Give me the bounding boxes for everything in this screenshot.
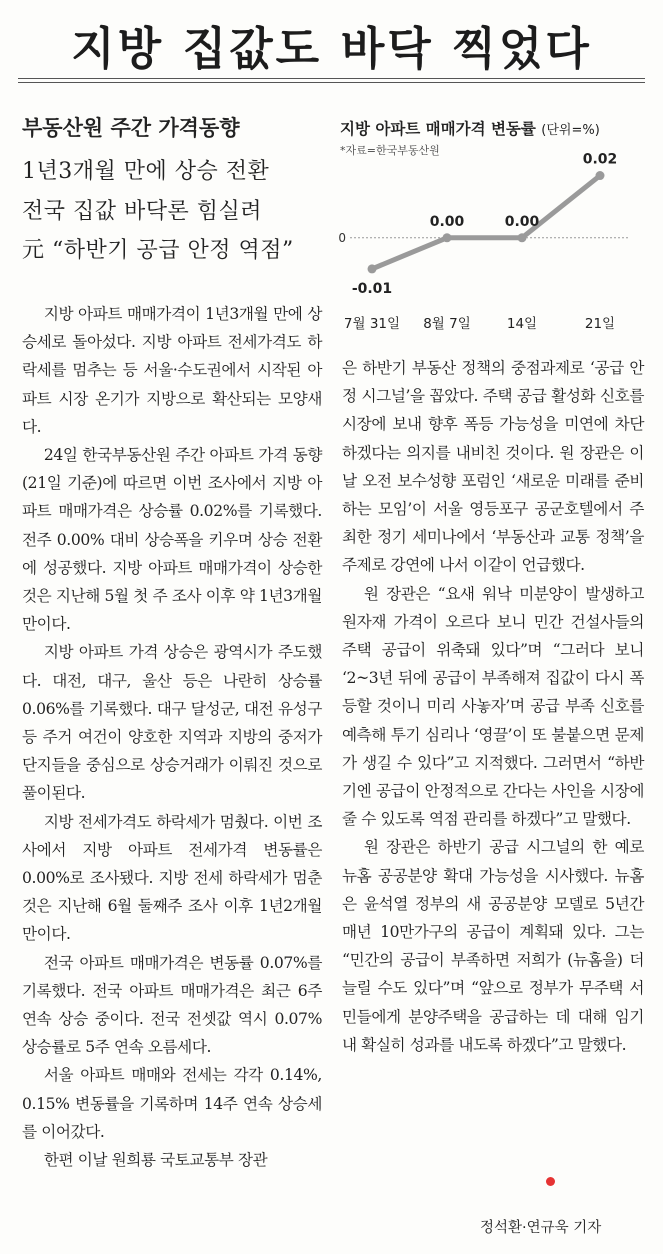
data-label: 0.02 bbox=[582, 151, 618, 168]
data-label: 0.00 bbox=[504, 213, 540, 230]
red-dot-mark bbox=[546, 1177, 555, 1186]
paragraph: 서울 아파트 매매와 전세는 각각 0.14%, 0.15% 변동률을 기록하며 14주 연속 상승세를 이어갔다. bbox=[22, 1066, 322, 1141]
chart-source: *자료=한국부동산원 bbox=[340, 144, 440, 157]
subhead-2: 전국 집값 바닥론 힘실려 bbox=[22, 199, 263, 224]
x-tick-label: 7월 31일 bbox=[343, 316, 401, 332]
paragraph: 전국 아파트 매매가격은 변동률 0.07%를 기록했다. 전국 아파트 매매가격은 최근 6주 연속 상승 중이다. 전국 전셋값 역시 0.07% 상승률로 5주 연속 오름세다. bbox=[22, 953, 322, 1057]
headline-rule-top bbox=[18, 78, 645, 79]
body-column-right bbox=[342, 354, 644, 1059]
data-label: -0.01 bbox=[351, 280, 393, 297]
data-point bbox=[596, 171, 605, 180]
subhead-3: 元 “하반기 공급 안정 역점” bbox=[22, 238, 294, 263]
data-point bbox=[368, 264, 377, 273]
x-tick-label: 14일 bbox=[506, 316, 538, 332]
data-point bbox=[443, 233, 452, 242]
byline: 정석환·연규욱 기자 bbox=[480, 1220, 602, 1236]
zero-tick-label: 0 bbox=[338, 230, 346, 245]
chart-title bbox=[340, 117, 600, 139]
chart-unit: (단위=%) bbox=[541, 123, 600, 138]
paragraph: 지방 아파트 매매가격이 1년3개월 만에 상승세로 돌아섰다. 지방 아파트 전세가격도 하락세를 멈추는 등 서울·수도권에서 시작된 아파트 시장 온기가 지방으로 확산되는 모양새다. bbox=[22, 305, 322, 436]
paragraph: 한편 이날 원희룡 국토교통부 장관 bbox=[43, 1151, 268, 1170]
chart-title-text: 지방 아파트 매매가격 변동률 bbox=[340, 120, 536, 138]
data-point bbox=[518, 233, 527, 242]
paragraph: 지방 아파트 가격 상승은 광역시가 주도했다. 대전, 대구, 울산 등은 나란히 상승률 0.06%를 기록했다. 대구 달성군, 대전 유성구 등 주거 여건이 양호한 지역과 지방의 중저가 단지들을 중심으로 상승거래가 이뤄진 것으로 풀이된다. bbox=[22, 643, 322, 803]
kicker: 부동산원 주간 가격동향 bbox=[22, 116, 240, 140]
paragraph: 24일 한국부동산원 주간 아파트 가격 동향(21일 기준)에 따르면 이번 조사에서 지방 아파트 매매가격은 상승률 0.02%를 기록했다. 전주 0.00% 대비 상승폭을 키우며 상승 전환에 성공했다. 지방 아파트 매매가격이 상승한 것은 지난해 5월 첫 주 조사 이후 약 1년3개월 만이다. bbox=[22, 446, 322, 634]
x-tick-label: 21일 bbox=[584, 316, 616, 332]
paragraph: 지방 전세가격도 하락세가 멈췄다. 이번 조사에서 지방 아파트 전세가격 변동률은 0.00%로 조사됐다. 지방 전세 하락세가 멈춘 것은 지난해 6월 둘째주 조사 이후 1년2개월 만이다. bbox=[22, 812, 322, 944]
paragraph: 원 장관은 “요새 워낙 미분양이 발생하고 원자재 가격이 오르다 보니 민간 건설사들의 주택 공급이 위축돼 있다”며 “그러다 보니 ‘2~3년 뒤에 공급이 부족해져 집값이 다시 폭등할 것이니 미리 사놓자’며 공급 부족 신호를 예측해 투기 심리나 ‘영끌’이 또 불붙으면 문제가 생길 수 있다”고 지적했다. 그러면서 “하반기엔 공급이 안정적으로 간다는 사인을 시장에 줄 수 있도록 역점 관리를 하겠다”고 말했다. bbox=[342, 584, 644, 829]
body-column-left bbox=[22, 300, 322, 1174]
series-line bbox=[372, 176, 600, 269]
x-tick-label: 8월 7일 bbox=[423, 316, 471, 332]
headline: 지방 집값도 바닥 찍었다 bbox=[71, 22, 592, 75]
paragraph-continued: 은 하반기 부동산 정책의 중점과제로 ‘공급 안정 시그널’을 꼽았다. 주택 공급 활성화 신호를 시장에 보내 향후 폭등 가능성을 미연에 차단하겠다는 의지를 내비친 것이다. 원 장관은 이날 오전 보수성향 포럼인 ‘새로운 미래를 준비하는 모임’이 서울 영등포구 공군호텔에서 주최한 정기 세미나에서 ‘부동산과 교통 정책’을 주제로 강연에 나서 이같이 언급했다. bbox=[342, 359, 644, 575]
line-chart bbox=[330, 150, 640, 340]
data-label: 0.00 bbox=[429, 213, 465, 230]
subhead-1: 1년3개월 만에 상승 전환 bbox=[22, 159, 270, 184]
paragraph: 원 장관은 하반기 공급 시그널의 한 예로 뉴홈 공공분양 확대 가능성을 시사했다. 뉴홈은 윤석열 정부의 새 공공분양 모델로 5년간 매년 10만가구의 공급이 계획돼 있다. 그는 “민간의 공급이 부족하면 저희가 (뉴홈을) 더 늘릴 수도 있다”며 “앞으로 정부가 무주택 서민들에게 분양주택을 공급하는 데 대해 임기 내 확실히 성과를 내도록 하겠다”고 말했다. bbox=[342, 838, 644, 1054]
headline-rule-bottom bbox=[18, 82, 645, 83]
